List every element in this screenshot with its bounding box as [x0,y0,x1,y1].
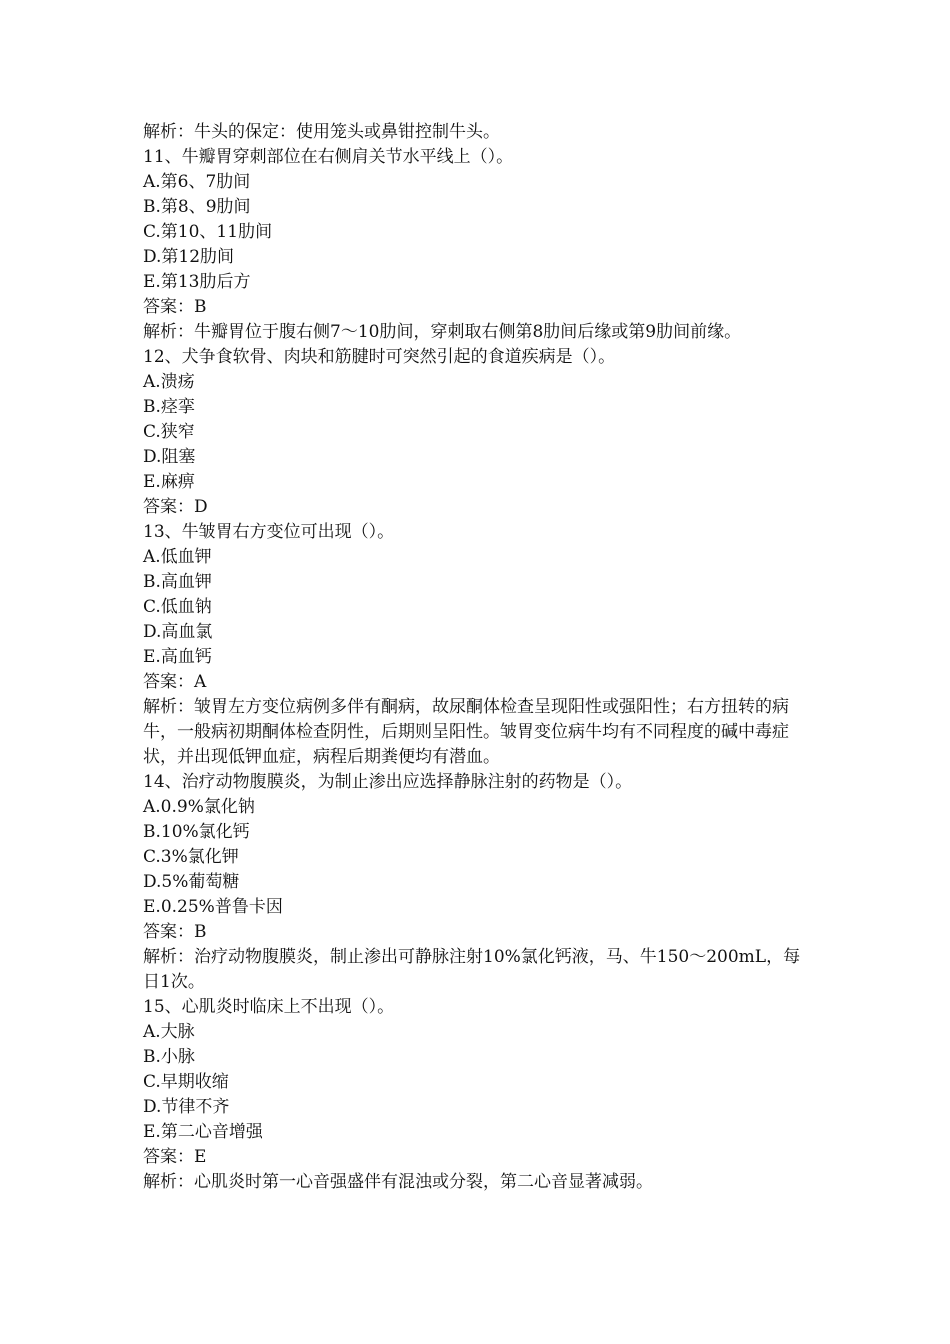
question-line: 13、牛皱胃右方变位可出现（）。 [143,522,395,542]
option-line: D.阻塞 [143,447,196,467]
option-line: C.3%氯化钾 [143,847,239,867]
option-line: B.小脉 [143,1047,195,1067]
option-line: C.第10、11肋间 [143,222,273,242]
document-page [143,120,808,1195]
answer-line: 答案：D [143,497,208,517]
option-line: E.麻痹 [143,472,195,492]
answer-line: 答案：E [143,1147,207,1167]
option-line: B.高血钾 [143,572,212,592]
option-line: B.痉挛 [143,397,195,417]
option-line: B.第8、9肋间 [143,197,251,217]
option-line: C.低血钠 [143,597,212,617]
analysis-line: 解析：心肌炎时第一心音强盛伴有混浊或分裂，第二心音显著减弱。 [143,1172,653,1192]
question-line: 12、犬争食软骨、肉块和筋腱时可突然引起的食道疾病是（）。 [143,347,616,367]
option-line: E.0.25%普鲁卡因 [143,897,283,917]
option-line: D.高血氯 [143,622,213,642]
option-line: C.早期收缩 [143,1072,229,1092]
analysis-line: 解析：牛瓣胃位于腹右侧7～10肋间，穿刺取右侧第8肋间后缘或第9肋间前缘。 [143,322,742,342]
option-line: D.5%葡萄糖 [143,872,240,892]
question-line: 14、治疗动物腹膜炎，为制止渗出应选择静脉注射的药物是（）。 [143,772,633,792]
option-line: E.第13肋后方 [143,272,251,292]
option-line: A.溃疡 [143,372,195,392]
question-line: 15、心肌炎时临床上不出现（）。 [143,997,395,1017]
answer-line: 答案：B [143,297,207,317]
answer-line: 答案：A [143,672,207,692]
option-line: A.第6、7肋间 [143,172,251,192]
option-line: D.节律不齐 [143,1097,230,1117]
option-line: E.高血钙 [143,647,212,667]
option-line: D.第12肋间 [143,247,235,267]
option-line: A.0.9%氯化钠 [143,797,255,817]
option-line: A.大脉 [143,1022,195,1042]
option-line: E.第二心音增强 [143,1122,263,1142]
answer-line: 答案：B [143,922,207,942]
question-line: 11、牛瓣胃穿刺部位在右侧肩关节水平线上（）。 [143,147,514,167]
analysis-line: 解析：皱胃左方变位病例多伴有酮病，故尿酮体检查呈现阳性或强阳性；右方扭转的病牛，一般病初期酮体检查阴性，后期则呈阳性。皱胃变位病牛均有不同程度的碱中毒症状，并出现低钾血症，病程后期粪便均有潜血。 [143,697,789,767]
analysis-line: 解析：牛头的保定：使用笼头或鼻钳控制牛头。 [143,122,500,142]
option-line: B.10%氯化钙 [143,822,250,842]
analysis-line: 解析：治疗动物腹膜炎，制止渗出可静脉注射10%氯化钙液，马、牛150～200mL，每日1次。 [143,947,801,992]
option-line: C.狭窄 [143,422,195,442]
option-line: A.低血钾 [143,547,212,567]
